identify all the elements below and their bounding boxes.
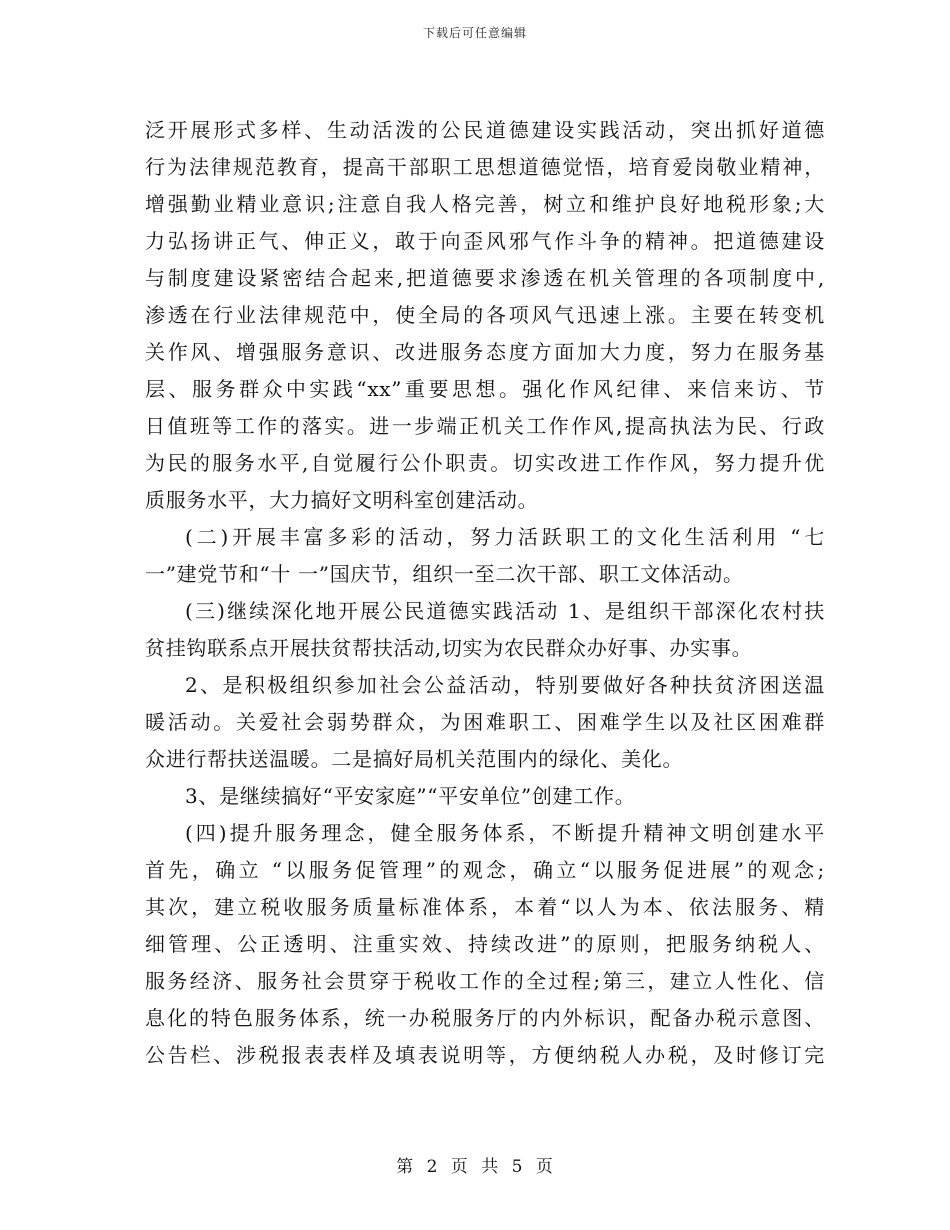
body-line: 泛开展形式多样、生动活泼的公民道德建设实践活动，突出抓好道德 — [145, 118, 825, 142]
body-line: 息化的特色服务体系，统一办税服务厅的内外标识，配备办税示意图、 — [145, 1006, 825, 1030]
body-line: 关作风、增强服务意识、改进服务态度方面加大力度，努力在服务基 — [145, 340, 825, 364]
body-line: 首先，确立 “以服务促管理”的观念，确立“以服务促进展”的观念; — [145, 858, 825, 882]
body-line: 贫挂钩联系点开展扶贫帮扶活动,切实为农民群众办好事、办实事。 — [145, 636, 753, 660]
page-number-footer: 第 2 页 共 5 页 — [396, 1157, 554, 1177]
body-line: 公告栏、涉税报表表样及填表说明等，方便纳税人办税，及时修订完 — [145, 1043, 825, 1067]
body-line: 渗透在行业法律规范中，使全局的各项风气迅速上涨。主要在转变机 — [145, 303, 825, 327]
body-line: 一”建党节和“十 一”国庆节，组织一至二次干部、职工文体活动。 — [145, 562, 744, 586]
section-heading-2: (二)开展丰富多彩的活动，努力活跃职工的文化生活利用 “七 — [185, 525, 825, 549]
body-line: 层、服务群众中实践“xx”重要思想。强化作风纪律、来信来访、节 — [145, 377, 825, 401]
body-line: 服务经济、服务社会贯穿于税收工作的全过程;第三，建立人性化、信 — [145, 969, 825, 993]
body-line: 与制度建设紧密结合起来,把道德要求渗透在机关管理的各项制度中, — [145, 266, 825, 290]
body-line: 2、是积极组织参加社会公益活动，特别要做好各种扶贫济困送温 — [185, 673, 825, 697]
body-line: 3、是继续搞好“平安家庭”“平安单位”创建工作。 — [185, 784, 636, 808]
body-line: 众进行帮扶送温暖。二是搞好局机关范围内的绿化、美化。 — [145, 747, 684, 771]
body-line: 增强勤业精业意识;注意自我人格完善，树立和维护良好地税形象;大 — [145, 192, 825, 216]
body-line: 力弘扬讲正气、伸正义，敢于向歪风邪气作斗争的精神。把道德建设 — [145, 229, 825, 253]
section-heading-4: (四)提升服务理念，健全服务体系，不断提升精神文明创建水平 — [185, 821, 825, 845]
section-heading-3: (三)继续深化地开展公民道德实践活动 1、是组织干部深化农村扶 — [185, 599, 825, 623]
body-line: 日值班等工作的落实。进一步端正机关工作作风,提高执法为民、行政 — [145, 414, 825, 438]
body-line: 细管理、公正透明、注重实效、持续改进”的原则，把服务纳税人、 — [145, 932, 825, 956]
body-line: 为民的服务水平,自觉履行公仆职责。切实改进工作作风，努力提升优 — [145, 451, 825, 475]
page-header: 下载后可任意编辑 — [422, 26, 527, 40]
body-line: 质服务水平，大力搞好文明科室创建活动。 — [145, 488, 539, 512]
body-line: 暖活动。关爱社会弱势群众，为困难职工、困难学生以及社区困难群 — [145, 710, 825, 734]
body-line: 其次，建立税收服务质量标准体系，本着“以人为本、依法服务、精 — [145, 895, 825, 919]
body-line: 行为法律规范教育，提高干部职工思想道德觉悟，培育爱岗敬业精神， — [145, 155, 825, 179]
